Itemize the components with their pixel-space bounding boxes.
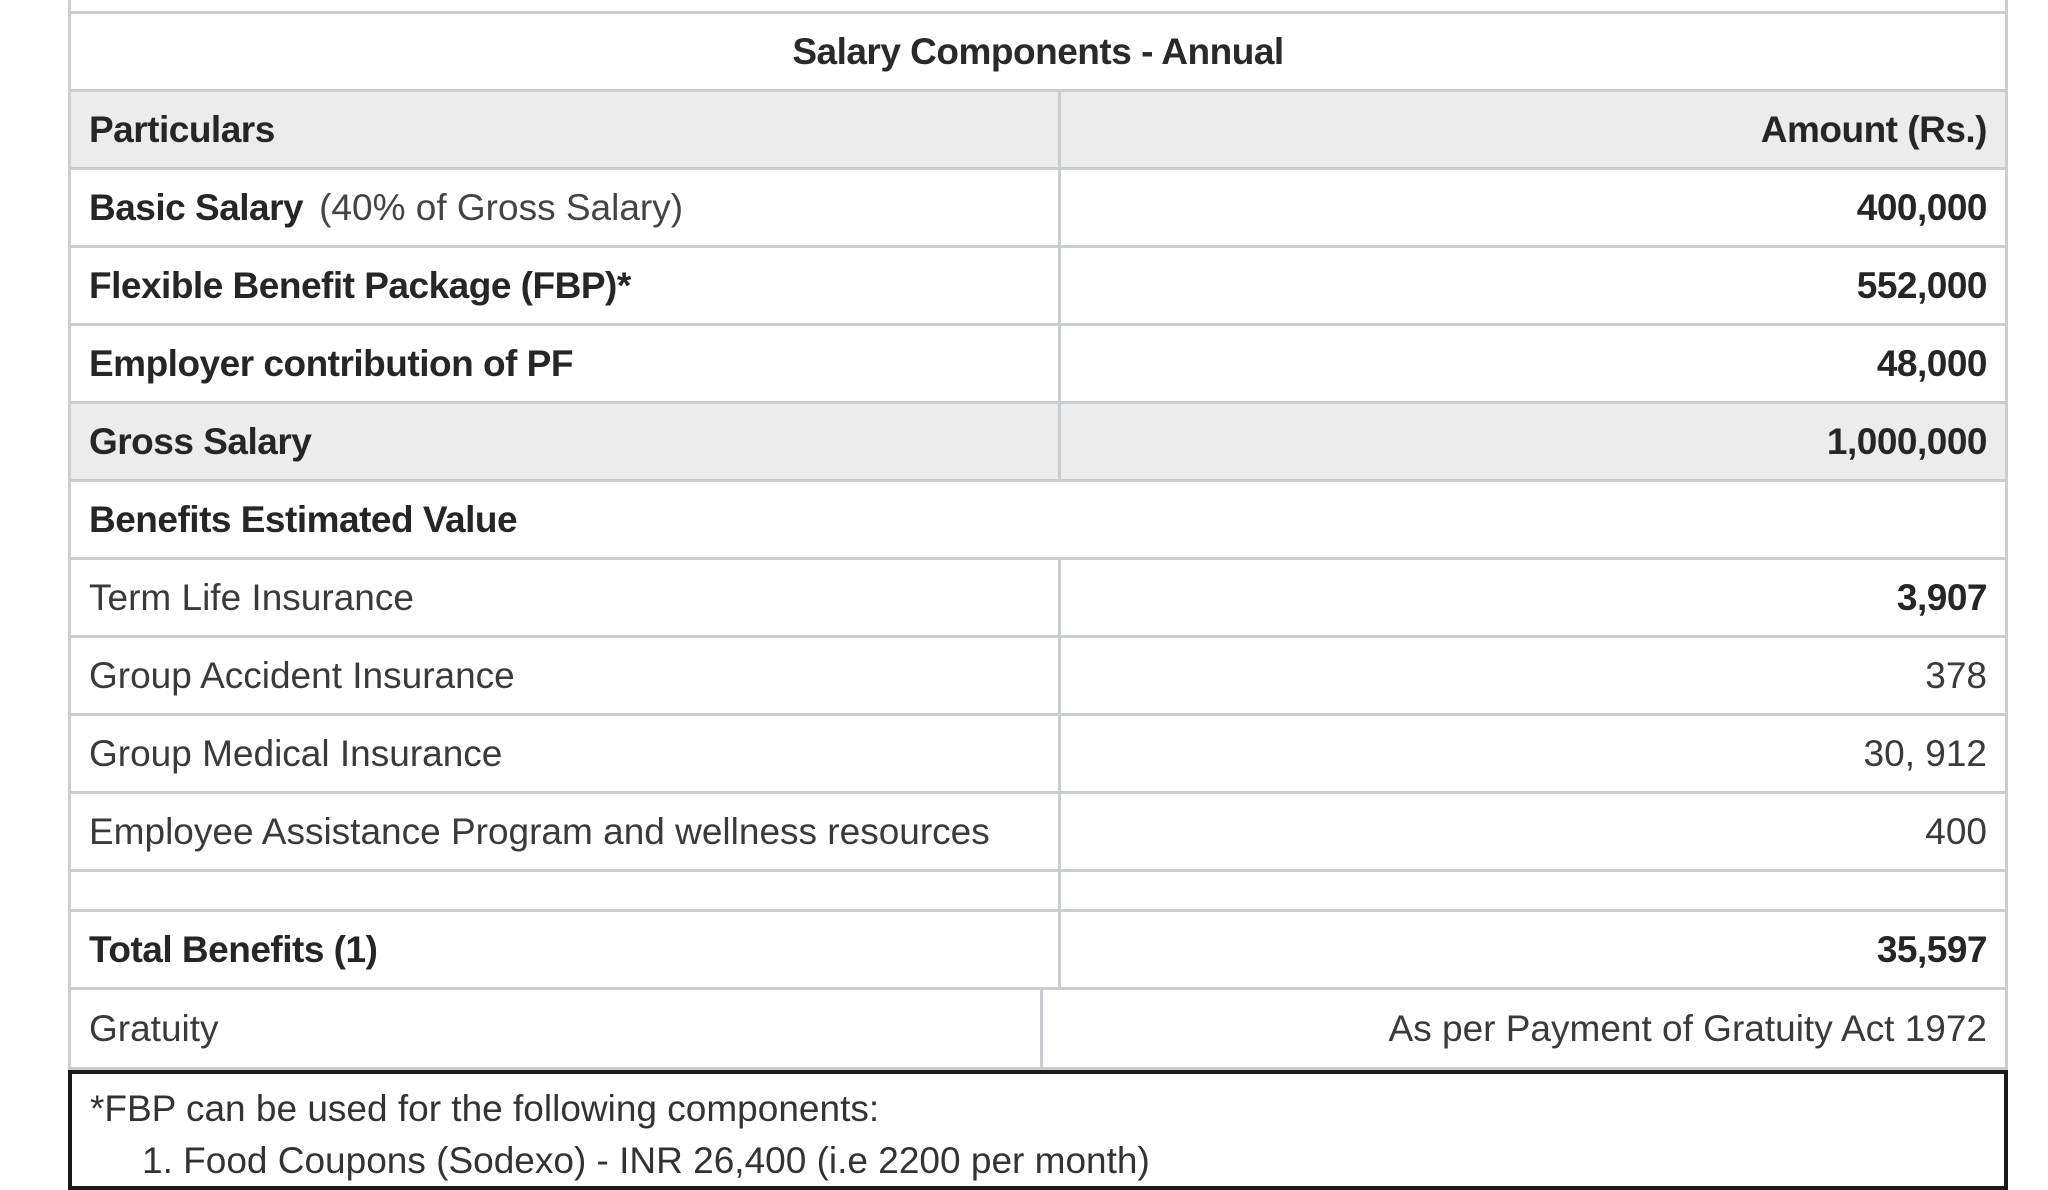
row-label: Group Accident Insurance [71,638,1061,713]
table-row [68,326,2008,404]
table-header-row [68,92,2008,170]
table-row [68,794,2008,872]
table-top-edge [68,0,2008,14]
row-amount: 35,597 [1876,928,1987,970]
fbp-note-item: 1. Food Coupons (Sodexo) - INR 26,400 (i.e 2200 per month) [142,1140,1150,1181]
row-label: Gross Salary [71,404,1061,479]
row-label: Group Medical Insurance [71,716,1061,791]
table-title: Salary Components - Annual [792,30,1284,72]
row-label: Flexible Benefit Package (FBP)* [71,248,1061,323]
gratuity-row [68,990,2008,1070]
total-benefits-row [68,912,2008,990]
row-note: (40% of Gross Salary) [319,186,684,228]
table-row [68,560,2008,638]
row-label: Gratuity [71,990,1043,1067]
section-label: Benefits Estimated Value [89,498,518,540]
row-amount: 552,000 [1856,264,1987,306]
table-row [68,170,2008,248]
row-label: Employee Assistance Program and wellness resources [71,794,1061,869]
header-particulars: Particulars [71,92,1061,167]
fbp-note-box [68,1070,2008,1190]
table-row [68,248,2008,326]
row-amount: 378 [1925,654,1987,696]
empty-cell [71,872,1061,909]
row-amount: 48,000 [1876,342,1987,384]
row-amount: 400,000 [1856,186,1987,228]
salary-components-table [68,0,2008,1181]
row-label: Term Life Insurance [71,560,1061,635]
row-amount: 3,907 [1896,576,1987,618]
row-label: Total Benefits (1) [71,912,1061,987]
table-row [68,716,2008,794]
benefits-section-header [68,482,2008,560]
fbp-note-text: *FBP can be used for the following components: [90,1088,880,1129]
empty-row [68,872,2008,912]
row-label: Basic Salary [89,186,304,228]
row-amount: 30, 912 [1863,732,1987,774]
gross-salary-row [68,404,2008,482]
header-amount: Amount (Rs.) [1760,108,1987,150]
row-amount: 1,000,000 [1826,420,1987,462]
row-amount: As per Payment of Gratuity Act 1972 [1388,1007,1987,1049]
table-row [68,638,2008,716]
row-label-cell [71,170,1061,245]
row-amount: 400 [1925,810,1987,852]
row-label: Employer contribution of PF [71,326,1061,401]
table-title-row [68,14,2008,92]
